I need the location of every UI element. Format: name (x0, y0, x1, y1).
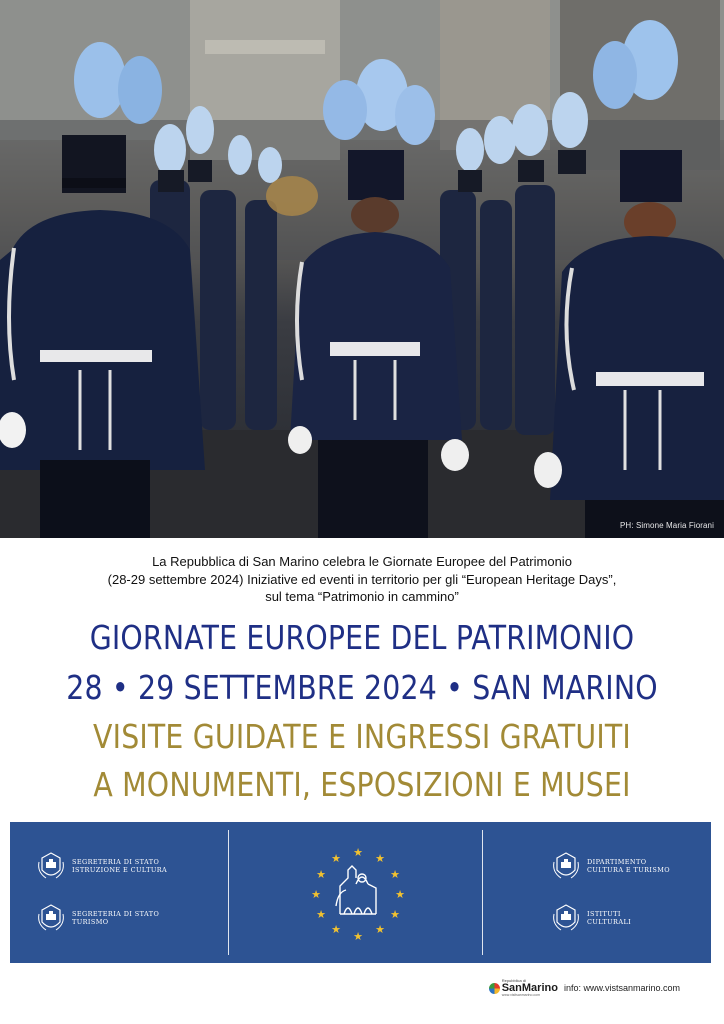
band-divider-left (228, 830, 229, 955)
intro-line-1: La Repubblica di San Marino celebra le Giornate Europee del Patrimonio (152, 554, 572, 569)
intro-text (0, 553, 724, 606)
svg-text:★: ★ (353, 846, 363, 859)
info-link[interactable]: info: www.vistsanmarino.com (563, 983, 680, 993)
intro-line-3: sul tema “Patrimonio in cammino” (265, 589, 459, 604)
logo-text-line-2: TURISMO (72, 918, 109, 926)
brand-name: SanMarino (501, 981, 558, 994)
headline-event-title: GIORNATE EUROPEE DEL PATRIMONIO (89, 618, 635, 657)
logo-text-line-1: SEGRETERIA DI STATO (72, 858, 160, 866)
svg-text:★: ★ (390, 868, 400, 881)
heritage-building-icon (336, 866, 376, 914)
european-heritage-days-emblem (310, 844, 406, 940)
svg-text:★: ★ (395, 888, 405, 901)
san-marino-crest-icon (36, 850, 66, 882)
svg-text:★: ★ (331, 923, 341, 936)
headline-free-visits: VISITE GUIDATE E INGRESSI GRATUITI (93, 717, 631, 756)
logo-segreteria-istruzione-cultura (36, 850, 167, 882)
svg-text:★: ★ (331, 852, 341, 865)
headline-event-dates: 28 • 29 SETTEMBRE 2024 • SAN MARINO (66, 668, 658, 707)
institutional-logos-band (10, 822, 711, 963)
logo-text-line-1: SEGRETERIA DI STATO (72, 910, 160, 918)
san-marino-logo-icon (489, 983, 500, 994)
san-marino-crest-icon (36, 902, 66, 934)
svg-text:★: ★ (375, 852, 385, 865)
logo-text-line-2: CULTURA E TURISMO (587, 866, 671, 874)
logo-text-line-1: ISTITUTI (587, 910, 621, 918)
logo-text-line-2: CULTURALI (587, 918, 632, 926)
svg-text:★: ★ (311, 888, 321, 901)
san-marino-crest-icon (551, 902, 581, 934)
logo-istituti-culturali (551, 902, 631, 934)
intro-line-2: (28-29 settembre 2024) Iniziative ed eventi in territorio per gli “European Heritage Days”, (107, 571, 617, 587)
photo-credit: PH: Simone Maria Fiorani (620, 521, 714, 530)
headline-venues: A MONUMENTI, ESPOSIZIONI E MUSEI (93, 765, 631, 804)
svg-text:★: ★ (316, 868, 326, 881)
svg-text:★: ★ (353, 930, 363, 940)
band-divider-right (482, 830, 483, 955)
logo-text-line-1: DIPARTIMENTO (587, 858, 647, 866)
visit-san-marino-logo[interactable] (489, 979, 558, 998)
logo-dipartimento-cultura-turismo (551, 850, 670, 882)
logo-segreteria-turismo (36, 902, 159, 934)
san-marino-crest-icon (551, 850, 581, 882)
svg-text:★: ★ (390, 908, 400, 921)
footer (489, 976, 680, 1000)
svg-text:★: ★ (375, 923, 385, 936)
eu-stars-icon (311, 846, 405, 940)
brand-small-text: Repubblica di (501, 977, 526, 983)
logo-text-line-2: ISTRUZIONE E CULTURA (72, 866, 168, 874)
brand-url: www.visitsanmarino.com (501, 992, 541, 997)
svg-text:★: ★ (316, 908, 326, 921)
